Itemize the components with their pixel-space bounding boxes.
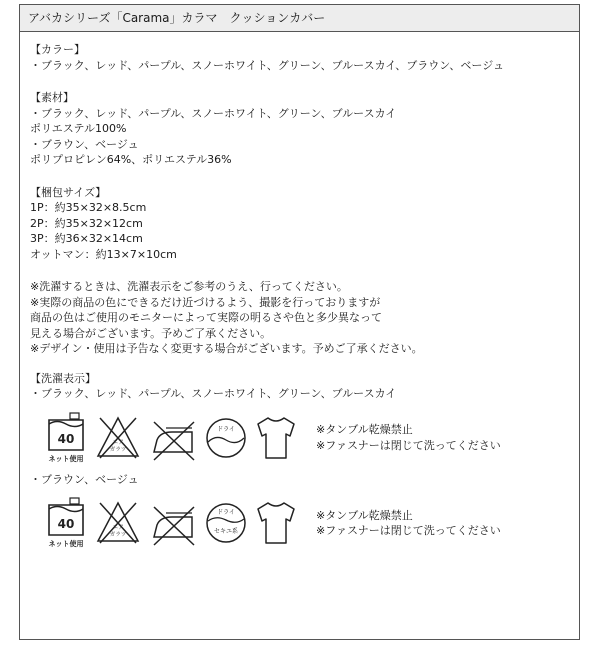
material-heading: 【素材】: [30, 91, 74, 104]
bleach-text-2: ガラツ: [109, 446, 127, 453]
dry-clean-text: ドライ: [217, 509, 235, 516]
dry-clean-subtext: セキユ系: [213, 528, 239, 535]
dry-clean-icon: [204, 410, 248, 466]
size-heading: 【梱包サイズ】: [30, 185, 107, 199]
color-line: ・ブラック、レッド、パープル、スノーホワイト、グリーン、ブルースカイ、ブラウン、ベージュ: [30, 58, 504, 72]
shirt-icon: [254, 495, 298, 551]
material-line: ポリプロピレン64%、ポリエステル36%: [30, 153, 232, 166]
care-icons-row: [44, 406, 579, 470]
material-line: ・ブラック、レッド、パープル、スノーホワイト、グリーン、ブルースカイ: [30, 106, 397, 120]
bleach-text-2: ガラツ: [109, 532, 127, 538]
care-notes: [316, 422, 501, 453]
no-iron-icon: [148, 410, 198, 466]
care-group-label: ・ブラック、レッド、パープル、スノーホワイト、グリーン、ブルースカイ: [30, 387, 397, 400]
note-line: ※デザイン・使用は予告なく変更する場合がございます。予めご了承ください。: [30, 342, 423, 355]
bleach-text-1: エア: [112, 439, 124, 446]
care-notes: [316, 508, 501, 539]
product-info-panel: [19, 4, 580, 640]
zipper-note: ※ファスナーは閉じて洗ってください: [316, 524, 501, 537]
note-line: ※洗濯するときは、洗濯表示をご参考のうえ、行ってください。: [30, 280, 348, 293]
wash-caption: ネット使用: [48, 540, 84, 548]
zipper-note: ※ファスナーは閉じて洗ってください: [316, 438, 501, 452]
no-bleach-icon: [94, 410, 142, 466]
wash-caption: ネット使用: [48, 454, 84, 463]
care-heading: 【洗濯表示】: [30, 371, 96, 385]
material-line: ・ブラウン、ベージュ: [30, 137, 139, 151]
color-section: [30, 42, 579, 73]
tumble-dry-note: ※タンブル乾燥禁止: [316, 423, 413, 436]
note-line: 見える場合がございます。予めご了承ください。: [30, 326, 272, 340]
dry-clean-petroleum-icon: [204, 495, 248, 551]
hand-wash-net-icon: [44, 410, 88, 466]
no-iron-icon: [148, 495, 198, 551]
material-line: ポリエステル100%: [30, 122, 127, 135]
dry-clean-text: ドライ: [217, 425, 235, 433]
color-heading: 【カラー】: [30, 43, 85, 56]
content-area: [20, 32, 579, 555]
size-line: 2P：約35×32×12cm: [30, 216, 143, 230]
wash-temp-label: 40: [57, 517, 75, 531]
note-line: 商品の色はご使用のモニターによって実際の明るさや色と多少異なって: [30, 311, 382, 324]
size-section: [30, 185, 579, 263]
care-group-label: ・ブラウン、ベージュ: [30, 472, 139, 486]
size-line: オットマン：約13×7×10cm: [30, 247, 177, 261]
care-icons-row: [44, 491, 579, 555]
bleach-text-1: エア: [112, 525, 124, 531]
page-title: アバカシリーズ「Carama」カラマ クッションカバー: [20, 5, 579, 32]
hand-wash-net-icon: [44, 495, 88, 551]
no-bleach-icon: [94, 495, 142, 551]
care-section: [30, 371, 579, 556]
note-line: ※実際の商品の色にできるだけ近づけるよう、撮影を行っておりますが: [30, 295, 381, 309]
shirt-icon: [254, 410, 298, 466]
size-line: 1P：約35×32×8.5cm: [30, 201, 147, 214]
tumble-dry-note: ※タンブル乾燥禁止: [316, 508, 413, 522]
notes-section: [30, 279, 579, 357]
wash-temp-label: 40: [57, 431, 75, 446]
material-section: [30, 90, 579, 168]
size-line: 3P：約36×32×14cm: [30, 232, 143, 245]
